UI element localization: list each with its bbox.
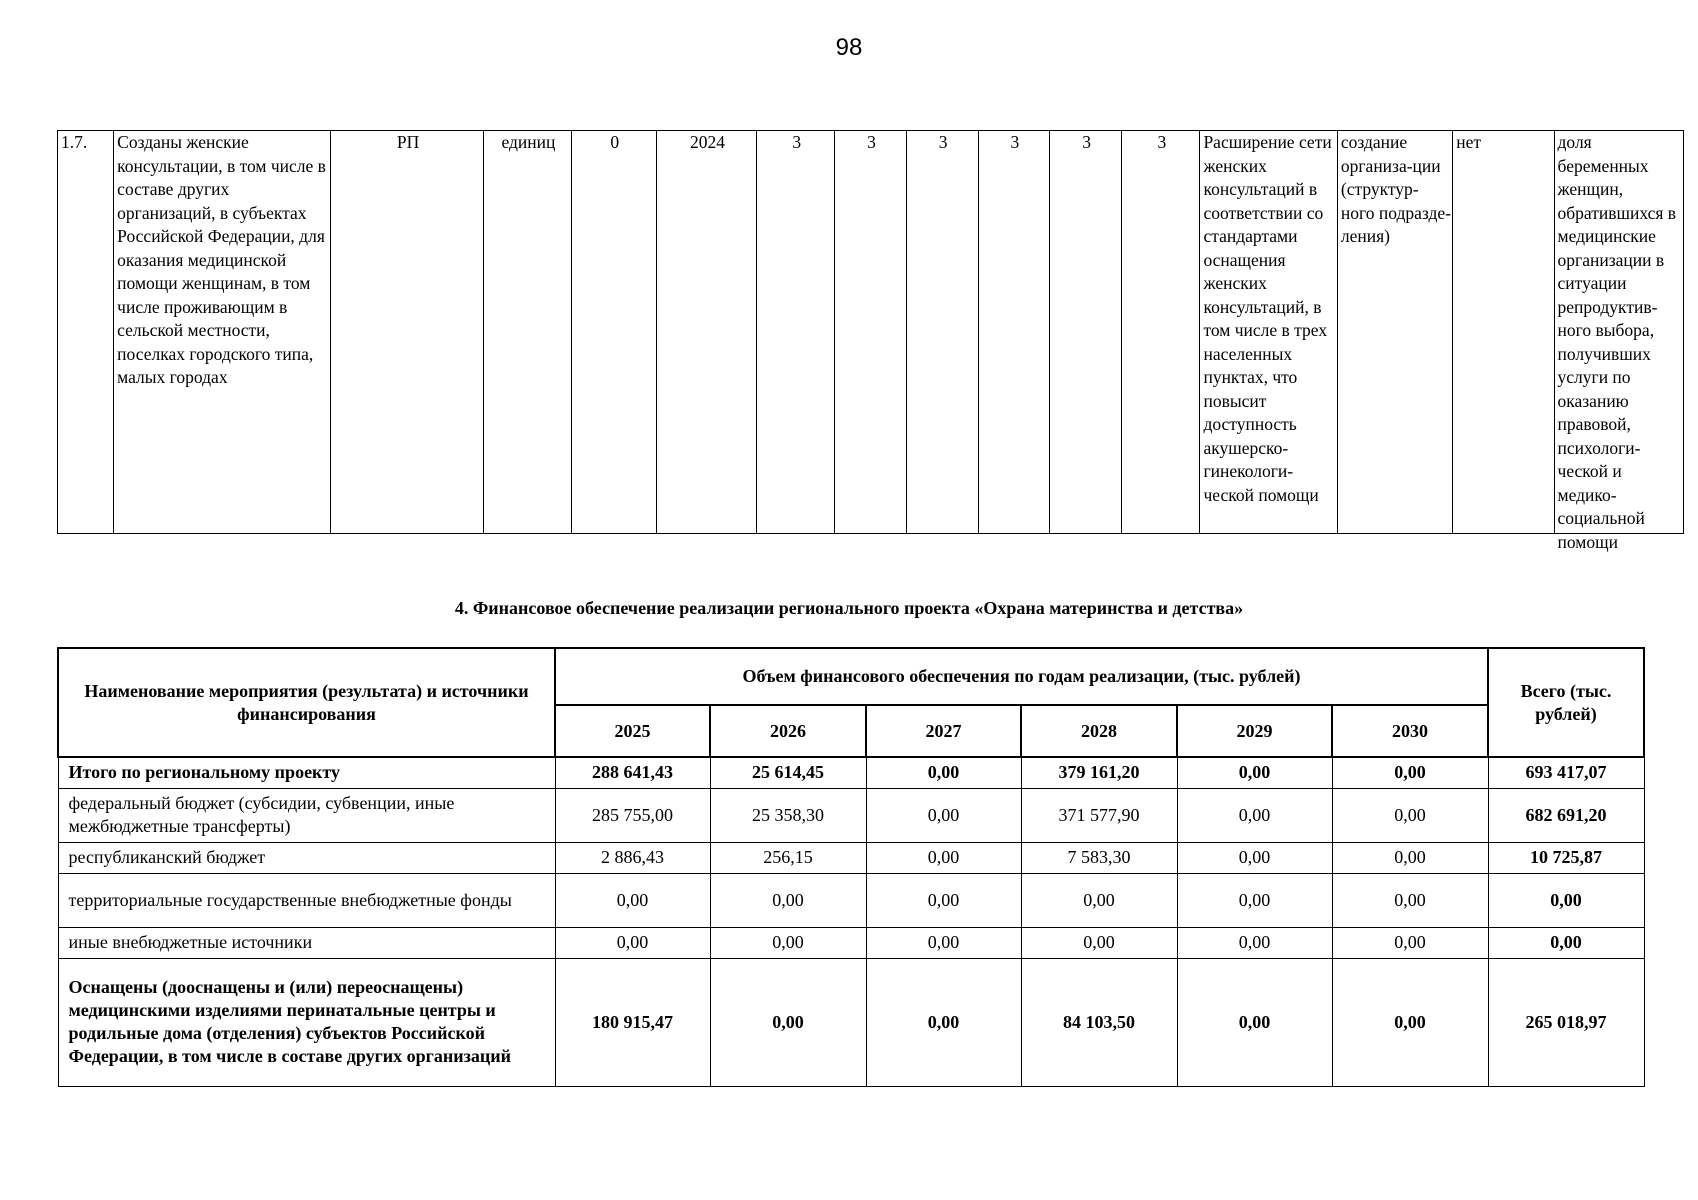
value-cell: 0,00 — [866, 958, 1021, 1086]
value-cell: 0,00 — [1332, 958, 1488, 1086]
value-cell: 25 614,45 — [710, 757, 866, 788]
other-cell: нет — [1453, 131, 1554, 534]
year-value-cell: 3 — [1050, 131, 1122, 534]
value-cell: 0,00 — [1332, 842, 1488, 873]
value-cell: 0,00 — [710, 927, 866, 958]
value-cell: 0,00 — [866, 927, 1021, 958]
section-title: 4. Финансовое обеспечение реализации регионального проекта «Охрана материнства и детства» — [454, 598, 1244, 618]
value-cell: 0,00 — [1177, 873, 1332, 927]
value-cell: 0,00 — [1332, 927, 1488, 958]
value-cell: 0,00 — [1177, 788, 1332, 842]
year-value-cell: 3 — [978, 131, 1049, 534]
value-cell: 0,00 — [1332, 873, 1488, 927]
total-cell: 0,00 — [1488, 927, 1644, 958]
value-cell: 0,00 — [555, 927, 710, 958]
result-name: Созданы женские консультации, в том числе в составе других организаций, в субъектах Российской Федерации, для оказания медицинской помощи женщинам, в том числе проживающим в сельской местности, поселках городского типа, малых городах — [114, 131, 331, 534]
value-cell: 371 577,90 — [1021, 788, 1177, 842]
row-name: Оснащены (дооснащены и (или) переоснащены) медицинскими изделиями перинатальные центры и родильные дома (отделения) субъектов Российской Федерации, в том числе в составе других организаций — [58, 958, 555, 1086]
value-cell: 0,00 — [866, 842, 1021, 873]
base-year-cell: 2024 — [656, 131, 756, 534]
header-volume: Объем финансового обеспечения по годам реализации, (тыс. рублей) — [555, 648, 1488, 705]
year-value-cell: 3 — [835, 131, 906, 534]
header-total: Всего (тыс. рублей) — [1488, 648, 1644, 757]
total-cell: 682 691,20 — [1488, 788, 1644, 842]
base-value-cell: 0 — [571, 131, 656, 534]
indicator-text: доля беременных женщин, обратившихся в медицинские организации в ситуации репродуктив-ного выбора, получивших услуги по оказанию правовой, психологи-ческой и медико-социальной помощи — [1557, 132, 1677, 552]
table-row — [58, 842, 1644, 873]
value-cell: 0,00 — [710, 873, 866, 927]
value-cell: 0,00 — [1021, 873, 1177, 927]
value-cell: 0,00 — [1177, 958, 1332, 1086]
row-number: 1.7. — [58, 131, 114, 534]
year-header: 2030 — [1332, 705, 1488, 757]
year-header: 2028 — [1021, 705, 1177, 757]
value-cell: 0,00 — [1021, 927, 1177, 958]
value-cell: 84 103,50 — [1021, 958, 1177, 1086]
type-cell: создание организа-ции (структур-ного подразде-ления) — [1337, 131, 1452, 534]
year-value-cell: 3 — [906, 131, 978, 534]
value-cell: 0,00 — [1332, 788, 1488, 842]
value-cell: 0,00 — [1177, 842, 1332, 873]
value-cell: 180 915,47 — [555, 958, 710, 1086]
header-name: Наименование мероприятия (результата) и источники финансирования — [58, 648, 555, 757]
value-cell: 0,00 — [1332, 757, 1488, 788]
value-cell: 379 161,20 — [1021, 757, 1177, 788]
table-row — [58, 788, 1644, 842]
value-cell: 0,00 — [1177, 757, 1332, 788]
total-cell: 693 417,07 — [1488, 757, 1644, 788]
row-name: иные внебюджетные источники — [58, 927, 555, 958]
page-number: 98 — [835, 34, 863, 61]
value-cell: 0,00 — [1177, 927, 1332, 958]
indicator-row — [58, 131, 1684, 534]
value-cell: 25 358,30 — [710, 788, 866, 842]
value-cell: 0,00 — [866, 873, 1021, 927]
year-header: 2027 — [866, 705, 1021, 757]
table-row — [58, 927, 1644, 958]
value-cell: 2 886,43 — [555, 842, 710, 873]
total-cell: 0,00 — [1488, 873, 1644, 927]
year-value-cell: 3 — [1122, 131, 1200, 534]
value-cell: 288 641,43 — [555, 757, 710, 788]
finance-table — [57, 647, 1645, 1087]
table-row — [58, 958, 1644, 1086]
indicator-table — [57, 130, 1684, 552]
year-header: 2025 — [555, 705, 710, 757]
table-row — [58, 873, 1644, 927]
indicator-cell — [1554, 131, 1683, 552]
level-cell: РП — [330, 131, 483, 534]
characteristic-cell — [1200, 131, 1337, 534]
value-cell: 0,00 — [866, 757, 1021, 788]
value-cell: 0,00 — [866, 788, 1021, 842]
value-cell: 0,00 — [555, 873, 710, 927]
value-cell: 0,00 — [710, 958, 866, 1086]
characteristic-text: Расширение сети женских консультаций в соответствии со стандартами оснащения женских консультаций, в том числе в трех населенных пунктах, что повысит доступность акушерско-гинекологи-ческой помощи — [1203, 132, 1332, 505]
total-cell: 10 725,87 — [1488, 842, 1644, 873]
row-name: территориальные государственные внебюджетные фонды — [58, 873, 555, 927]
year-header: 2029 — [1177, 705, 1332, 757]
total-cell: 265 018,97 — [1488, 958, 1644, 1086]
unit-cell: единиц — [484, 131, 571, 534]
value-cell: 7 583,30 — [1021, 842, 1177, 873]
row-name: республиканский бюджет — [58, 842, 555, 873]
table-row — [58, 757, 1644, 788]
finance-body — [58, 757, 1644, 1086]
value-cell: 256,15 — [710, 842, 866, 873]
year-header: 2026 — [710, 705, 866, 757]
row-name: федеральный бюджет (субсидии, субвенции, иные межбюджетные трансферты) — [58, 788, 555, 842]
year-value-cell: 3 — [757, 131, 835, 534]
row-name: Итого по региональному проекту — [58, 757, 555, 788]
value-cell: 285 755,00 — [555, 788, 710, 842]
